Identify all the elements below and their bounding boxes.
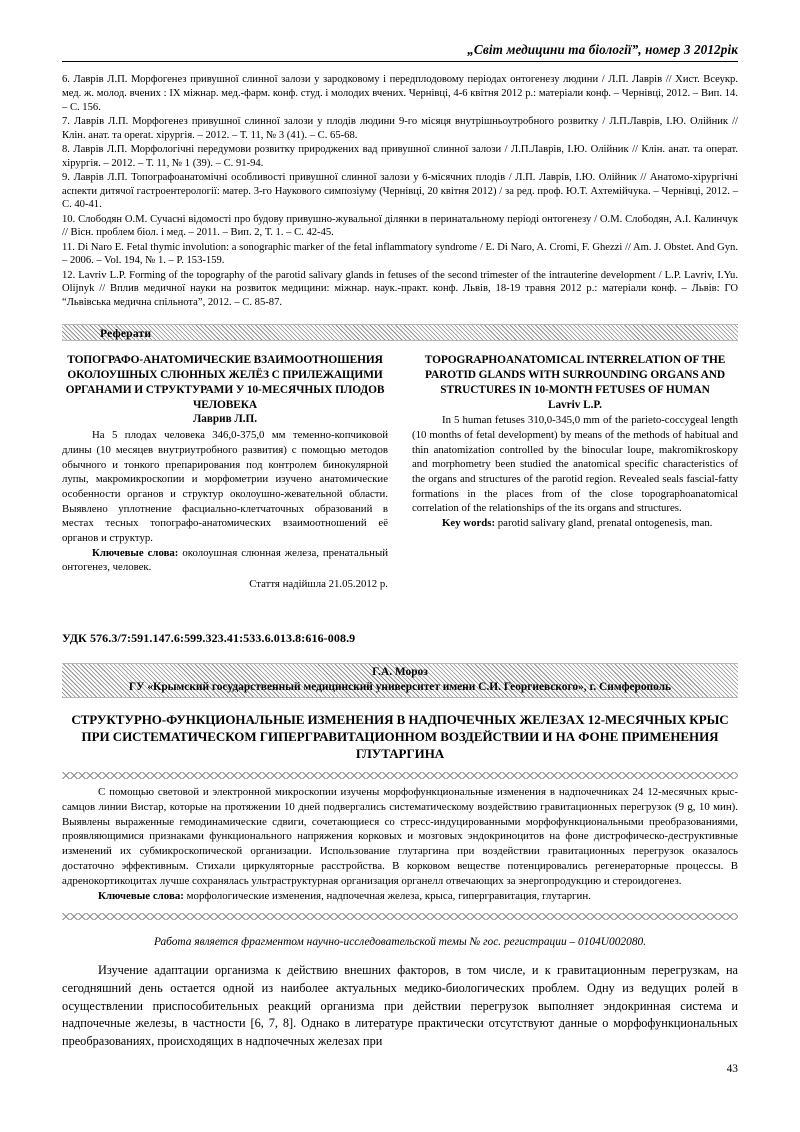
abstract-keywords-label-ru: Ключевые слова: bbox=[92, 546, 179, 559]
abstract-author-ru: Лаврив Л.П. bbox=[192, 413, 258, 426]
page-content bbox=[62, 42, 738, 1051]
article-author: Г.А. Мороз bbox=[372, 666, 428, 679]
section-band-label: Реферати bbox=[100, 327, 152, 341]
funding-footnote: Работа является фрагментом научно-исследовательской темы № гос. регистрации – 0104U002080. bbox=[153, 936, 647, 949]
abstracts-two-column bbox=[62, 353, 738, 591]
running-head-rule bbox=[62, 61, 738, 62]
abstract-keywords-en bbox=[412, 516, 738, 531]
udc-code: УДК 576.3/7:591.147.6:599.323.41:533.6.013.8:616-008.9 bbox=[62, 631, 356, 646]
abstract-keywords-label-en: Key words: bbox=[442, 517, 496, 530]
article-keywords-label: Ключевые слова: bbox=[98, 890, 184, 903]
page-number: 43 bbox=[726, 1063, 738, 1075]
running-head: „Світ медицини та біології”, номер 3 2012рік bbox=[467, 42, 738, 57]
article-keywords bbox=[62, 889, 738, 904]
abstract-keywords-ru bbox=[62, 546, 388, 575]
article-keywords-text: морфологические изменения, надпочечная железа, крыса, гипергравитация, глутаргин. bbox=[183, 890, 591, 903]
reference-item: 7. Лаврів Л.П. Морфогенез привушної слинної залози у плодів людини 9-го місяця внутрішньоутробного розвитку / Л.П.Лаврів, І.Ю. Олійник // Клін. анат. та operat. хірургія. – 2012. – Т. 11, № 3 (41). – С. 65-68. bbox=[62, 115, 738, 141]
reference-item: 12. Lavriv L.P. Forming of the topography of the parotid salivary glands in fetuses of the second trimester of the intrauterine development / L.P. Lavriv, I.Yu. Olijnyk // Вплив медичної науки на розвиток медицини: міжнар. наук.-практ. конф. Львів, 18-19 травня 2012 р.: матеріали конф. – Львів: ГО “Львівська медична спільнота”, 2012. – С. 85-87. bbox=[62, 269, 738, 309]
abstract-column-ru bbox=[62, 353, 388, 591]
reference-item: 10. Слободян О.М. Сучасні відомості про будову привушно-жувальної ділянки в перинатальному періоді онтогенезу / О.М. Слободян, А.І. Калинчук // Вісн. проблем біол. і мед. – 2011. – Вип. 2, Т. 1. – С. 42-45. bbox=[62, 213, 738, 239]
zigzag-separator-bottom bbox=[62, 913, 738, 920]
author-affiliation-band bbox=[62, 663, 738, 698]
reference-item: 9. Лаврів Л.П. Топографоанатомічні особливості привушної слинної залози у 6-місячних плодів / Л.П. Лаврів, І.Ю. Олійник // Анатомо-хірургічні аспекти дитячої гастроентерології: матер. 3-го Наукового симпозіуму (Чернівці, 20 квітня 2012) / за ред. проф. Ю.Т. Ахтемійчука. – Чернівці, 2012. – С. 40-41. bbox=[62, 171, 738, 211]
abstract-title-en: TOPOGRAPHOANATOMICAL INTERRELATION OF THE PAROTID GLANDS WITH SURROUNDING ORGANS AND STRUCTURES IN 10-MONTH FETUSES OF HUMAN bbox=[424, 354, 726, 396]
reference-item: 8. Лаврів Л.П. Морфологічні передумови розвитку природжених вад привушної слинної залози / Л.П.Лаврів, І.Ю. Олійник // Клін. анат. та операт. хірургія. – 2012. – Т. 11, № 1 (39). – С. 91-94. bbox=[62, 143, 738, 169]
abstract-received-date: Стаття надійшла 21.05.2012 р. bbox=[249, 577, 388, 590]
zigzag-separator-top bbox=[62, 772, 738, 779]
abstract-author-en: Lavriv L.P. bbox=[548, 398, 602, 411]
abstract-keywords-text-en: parotid salivary gland, prenatal ontogenesis, man. bbox=[495, 517, 713, 530]
abstract-title-ru: ТОПОГРАФО-АНАТОМИЧЕСКИЕ ВЗАИМООТНОШЕНИЯ ОКОЛОУШНЫХ СЛЮННЫХ ЖЕЛЁЗ С ПРИЛЕЖАЩИМИ ОРГАНАМИ И СТРУКТУРАМИ У 10-МЕСЯЧНЫХ ПЛОДОВ ЧЕЛОВЕКА bbox=[65, 354, 385, 411]
abstract-keywords-text-ru: околоушная слюнная железа, пренатальный онтогенез, человек. bbox=[62, 546, 388, 574]
article-body-paragraph: Изучение адаптации организма к действию внешних факторов, в том числе, и к гравитационным перегрузкам, на сегодняшний день остается одной из наиболее актуальных медико-биологических проблем. Одну из ведущих ролей в осуществлении приспособительных реакций организма при действии перегрузок выполняет эндокринная система и надпочечные железы, в частности [6, 7, 8]. Однако в литературе практически отсутствуют данные о морфофункциональных преобразованиях, происходящих в надпочечных железах при bbox=[62, 963, 738, 1048]
abstract-body-en: In 5 human fetuses 310,0-345,0 mm of the parieto-coccygeal length (10 months of fetal development) by means of the methods of habitual and thin anatomization controlled by the binocular loupe, makromikroskopy and morphometry been studied the anatomical specific characteristics of the organs and structures of the parotid region. Revealed seals fascial-fatty formations in the places from of the close topographoanatomical correlation of the relationships of the its organs and structures. bbox=[412, 414, 738, 515]
article-abstract: С помощью световой и электронной микроскопии изучены морфофункциональные изменения в надпочечниках 24 12-месячных крыс-самцов линии Вистар, которые на протяжении 10 дней подвергались систематическому воздействию гравитационных перегрузок (9 g, 10 мин). Выявлены выраженные гемодинамические сдвиги, сочетающиеся со стресс-индуцированными морфофункциональными преобразованиями, проявляющимися признаками функционального напряжения корковых и мозговых эндокриноцитов на фоне дистрофическо-деструктивные изменений их субмикроскопической организации. Использование глутаргина при воздействии гравитационных перегрузок оказалось достаточно эффективным. Стихали циркуляторные расстройства. В корковом веществе потенцировались регенераторные процессы. В адренокортикоцитах лучше сохранялась ультраструктурная организация органелл отвечающих за энергопродукцию и стероидогенез. bbox=[62, 785, 738, 888]
reference-item: 11. Di Naro E. Fetal thymic involution: a sonographic marker of the fetal inflammatory syndrome / E. Di Naro, A. Cromi, F. Ghezzi // Am. J. Obstet. And Gyn. – 2006. – Vol. 194, № 1. – P. 153-159. bbox=[62, 241, 738, 267]
reference-list bbox=[62, 73, 738, 310]
section-band-referaty bbox=[62, 324, 738, 341]
reference-item: 6. Лаврів Л.П. Морфогенез привушної слинної залози у зародковому і передплодовому періодах онтогенезу людини / Л.П. Лаврів // Хист. Всеукр. мед. ж. молод. вчених : IX міжнар. мед.-фарм. конф. студ. і молодих вчених. Чернівці, 4-6 квітня 2012 р.: матеріали конф. – Чернівці, 2012. – Вип. 14. – С. 156. bbox=[62, 74, 738, 113]
article-affiliation: ГУ «Крымский государственный медицинский университет имени С.И. Георгиевского», г. Симферополь bbox=[128, 681, 672, 694]
abstract-body-ru: На 5 плодах человека 346,0-375,0 мм теменно-копчиковой длины (10 месяцев внутриутробного развития) с помощью методов обычного и тонкого препарирования под контролем бинокулярной лупы, макромикроскопии и морфометрии изучено анатомические особенности органов и структур околоушно-жевательной области. Выявлено уплотнение фасциально-клетчаточных образований в местах тесных топографо-анатомических взаимоотношений её органов и структур. bbox=[62, 429, 388, 544]
abstract-column-en bbox=[412, 353, 738, 591]
article-title: СТРУКТУРНО-ФУНКЦИОНАЛЬНЫЕ ИЗМЕНЕНИЯ В НАДПОЧЕЧНЫХ ЖЕЛЕЗАХ 12-МЕСЯЧНЫХ КРЫС ПРИ СИСТЕМАТИЧЕСКОМ ГИПЕРГРАВИТАЦИОННОМ ВОЗДЕЙСТВИИ И НА ФОНЕ ПРИМЕНЕНИЯ ГЛУТАРГИНА bbox=[71, 712, 729, 762]
